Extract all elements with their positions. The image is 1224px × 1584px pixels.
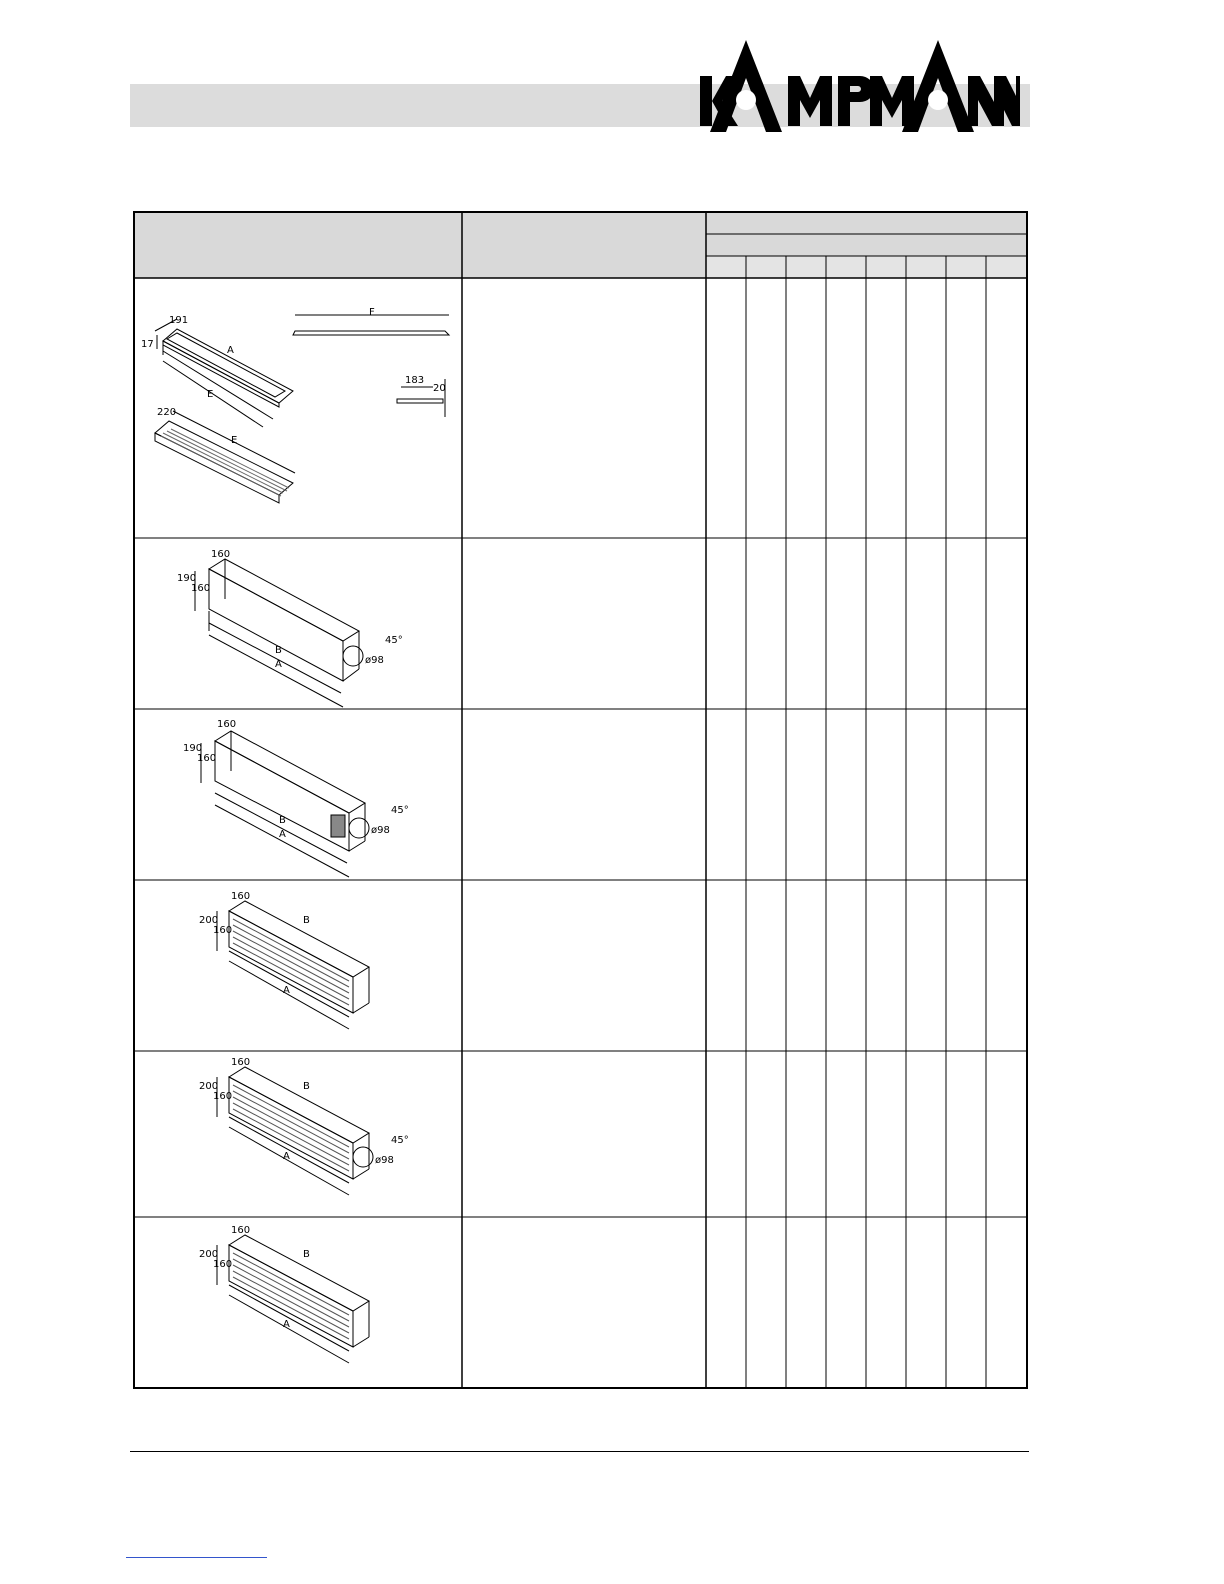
dim-B: B — [303, 915, 310, 926]
dim-E: E — [207, 389, 214, 400]
drawing-grille-box — [217, 901, 369, 1029]
drawing-plenum-box — [195, 559, 363, 707]
dim-160: 160 — [217, 719, 237, 730]
dim-200: 200 — [199, 1081, 219, 1092]
drawing-grille-box-spigot — [217, 1067, 373, 1195]
header-cell-subgroup — [706, 234, 1027, 256]
dim-160: 160 — [231, 891, 251, 902]
header-cell-group — [706, 212, 1027, 234]
dim-E-2: E — [231, 435, 238, 446]
dim-angle: 45° — [385, 635, 403, 646]
dim-191: 191 — [169, 315, 189, 326]
dim-dia: ø98 — [375, 1155, 394, 1166]
header-cell-description — [462, 212, 706, 278]
dim-160: 160 — [231, 1225, 251, 1236]
footer-rule — [130, 1451, 1029, 1452]
dim-190: 190 — [183, 743, 203, 754]
dim-190: 190 — [177, 573, 197, 584]
dim-20: 20 — [433, 383, 446, 394]
dim-A: A — [283, 1319, 290, 1330]
dim-17: 17 — [141, 339, 154, 350]
drawing-top-cover — [155, 315, 449, 503]
dim-160-v: 160 — [191, 583, 211, 594]
dim-160-v: 160 — [213, 925, 233, 936]
footer-link-underline[interactable] — [126, 1557, 267, 1558]
dim-200: 200 — [199, 915, 219, 926]
product-table — [133, 211, 1028, 1389]
dim-220: 220 — [157, 407, 177, 418]
dim-A: A — [227, 345, 234, 356]
header-cell-drawing — [134, 212, 462, 278]
dim-dia: ø98 — [371, 825, 390, 836]
dim-183: 183 — [405, 375, 425, 386]
dim-A: A — [279, 829, 286, 840]
kampmann-logo — [698, 38, 1020, 132]
drawing-plenum-box-damper — [201, 731, 369, 877]
dim-160-v: 160 — [197, 753, 217, 764]
dim-B: B — [303, 1081, 310, 1092]
dim-angle: 45° — [391, 805, 409, 816]
dim-angle: 45° — [391, 1135, 409, 1146]
dim-B: B — [275, 645, 282, 656]
drawing-grille-box-end — [217, 1235, 369, 1363]
dim-B: B — [303, 1249, 310, 1260]
dim-160-v: 160 — [213, 1091, 233, 1102]
product-table-grid — [133, 211, 1028, 1389]
dim-160: 160 — [231, 1057, 251, 1068]
dim-F: F — [369, 307, 375, 318]
dim-dia: ø98 — [365, 655, 384, 666]
dim-A: A — [283, 1151, 290, 1162]
dim-A: A — [275, 659, 282, 670]
dim-160: 160 — [211, 549, 231, 560]
dim-200: 200 — [199, 1249, 219, 1260]
dim-A: A — [283, 985, 290, 996]
dim-B: B — [279, 815, 286, 826]
dim-160-v: 160 — [213, 1259, 233, 1270]
